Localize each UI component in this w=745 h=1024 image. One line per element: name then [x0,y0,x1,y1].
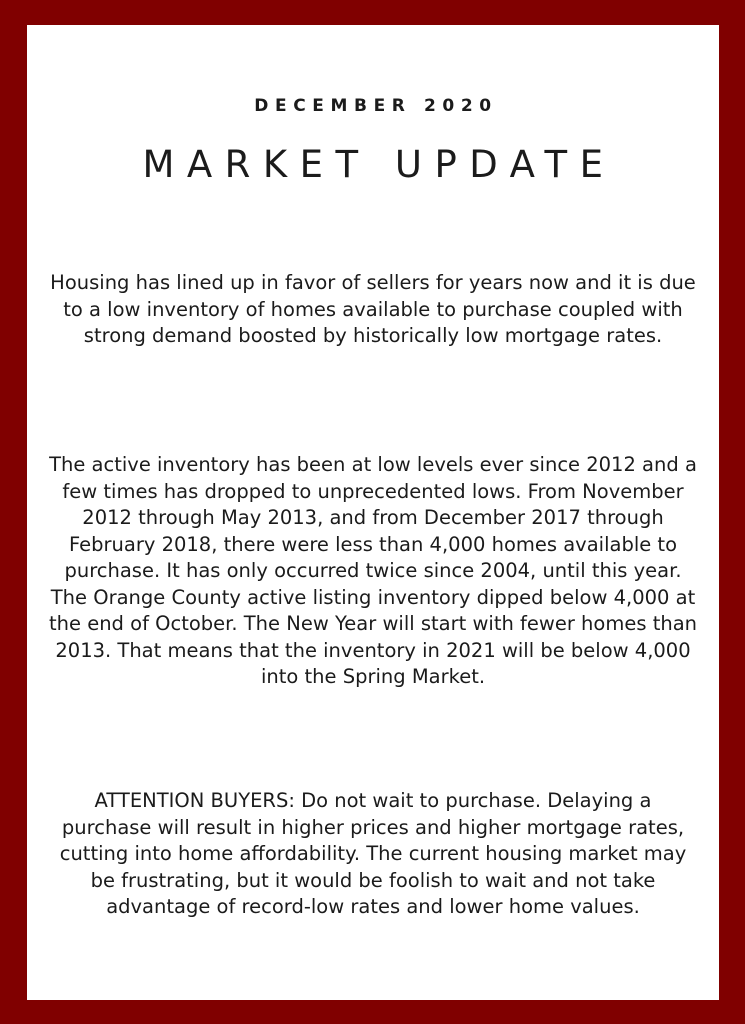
date-heading: DECEMBER 2020 [254,96,498,116]
paragraph-inventory: The active inventory has been at low levels ever since 2012 and a few times has dropped to unprecedented lows. From November 2012 through May 2013, and from December 2017 through February 2018, there were less than 4,000 homes available to purchase. It has only occurred twice since 2004, until this year. The Orange County active listing inventory dipped below 4,000 at the end of October. The New Year will start with fewer homes than 2013. That means that the inventory in 2021 will be below 4,000 into the Spring Market. [49,453,698,688]
content-panel [27,25,719,1000]
paragraph-intro: Housing has lined up in favor of sellers for years now and it is due to a low inventory of homes available to purchase coupled with strong demand boosted by historically low mortgage rates. [50,271,696,347]
paragraph-buyers: ATTENTION BUYERS: Do not wait to purchase. Delaying a purchase will result in higher prices and higher mortgage rates, cutting into home affordability. The current housing market may be frustrating, but it would be foolish to wait and not take advantage of record-low rates and lower home values. [59,789,687,918]
page-title: MARKET UPDATE [142,143,616,186]
